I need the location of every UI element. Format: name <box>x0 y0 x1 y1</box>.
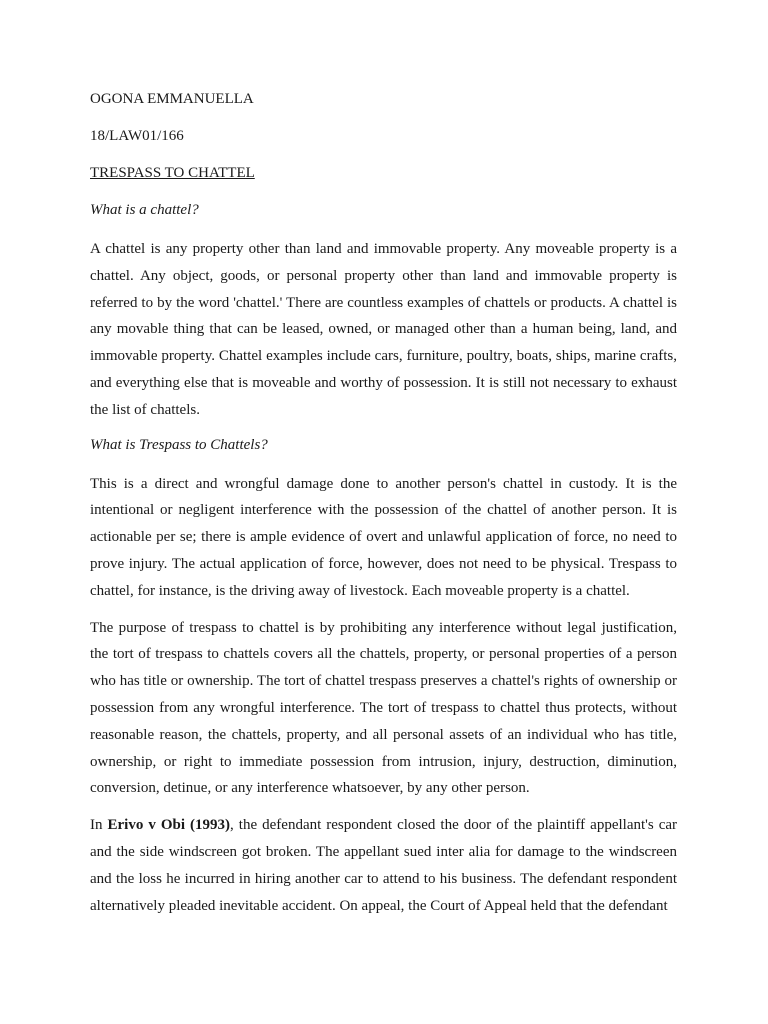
author-name: OGONA EMMANUELLA <box>90 91 254 107</box>
paragraph-trespass-definition: This is a direct and wrongful damage done to another person's chattel in custody. It is the intentional or negligent interference with the possession of the chattel of another person. It is actionable per se; there is ample evidence of overt and unlawful application of force, no need to prove injury. The actual application of force, however, does not need to be physical. Trespass to chattel, for instance, is the driving away of livestock. Each moveable property is a chattel. <box>90 475 677 599</box>
case-lead-text: In <box>90 817 108 834</box>
paragraph-case-erivo <box>90 812 677 919</box>
matric-number: 18/LAW01/166 <box>90 128 184 144</box>
paragraph-chattel-definition: A chattel is any property other than land and immovable property. Any moveable property is a chattel. Any object, goods, or personal property other than land and immovable property is referred to by the word 'chattel.' There are countless examples of chattels or products. A chattel is any movable thing that can be leased, owned, or managed other than a human being, land, and immovable property. Chattel examples include cars, furniture, poultry, boats, ships, marine crafts, and everything else that is moveable and worthy of possession. It is still not necessary to exhaust the list of chattels. <box>90 241 677 418</box>
question-heading-trespass: What is Trespass to Chattels? <box>90 436 268 453</box>
document-title: TRESPASS TO CHATTEL <box>90 165 255 181</box>
question-heading-chattel: What is a chattel? <box>90 202 199 218</box>
document-page <box>90 88 677 929</box>
paragraph-trespass-purpose: The purpose of trespass to chattel is by prohibiting any interference without legal justification, the tort of trespass to chattels covers all the chattels, property, or personal properties of a person who has title or ownership. The tort of chattel trespass preserves a chattel's rights of ownership or possession from any wrongful interference. The tort of trespass to chattel thus protects, without reasonable reason, the chattels, property, and all personal assets of an individual who has title, ownership, or right to immediate possession from intrusion, injury, destruction, diminution, conversion, detinue, or any interference whatsoever, by any other person. <box>90 619 677 797</box>
case-body-text: , the defendant respondent closed the door of the plaintiff appellant's car and the side windscreen got broken. The appellant sued inter alia for damage to the windscreen and the loss he incurred in hiring another car to attend to his business. The defendant respondent alternatively pleaded inevitable accident. On appeal, the Court of Appeal held that the defendant <box>90 817 677 914</box>
case-citation: Erivo v Obi (1993) <box>107 817 231 834</box>
